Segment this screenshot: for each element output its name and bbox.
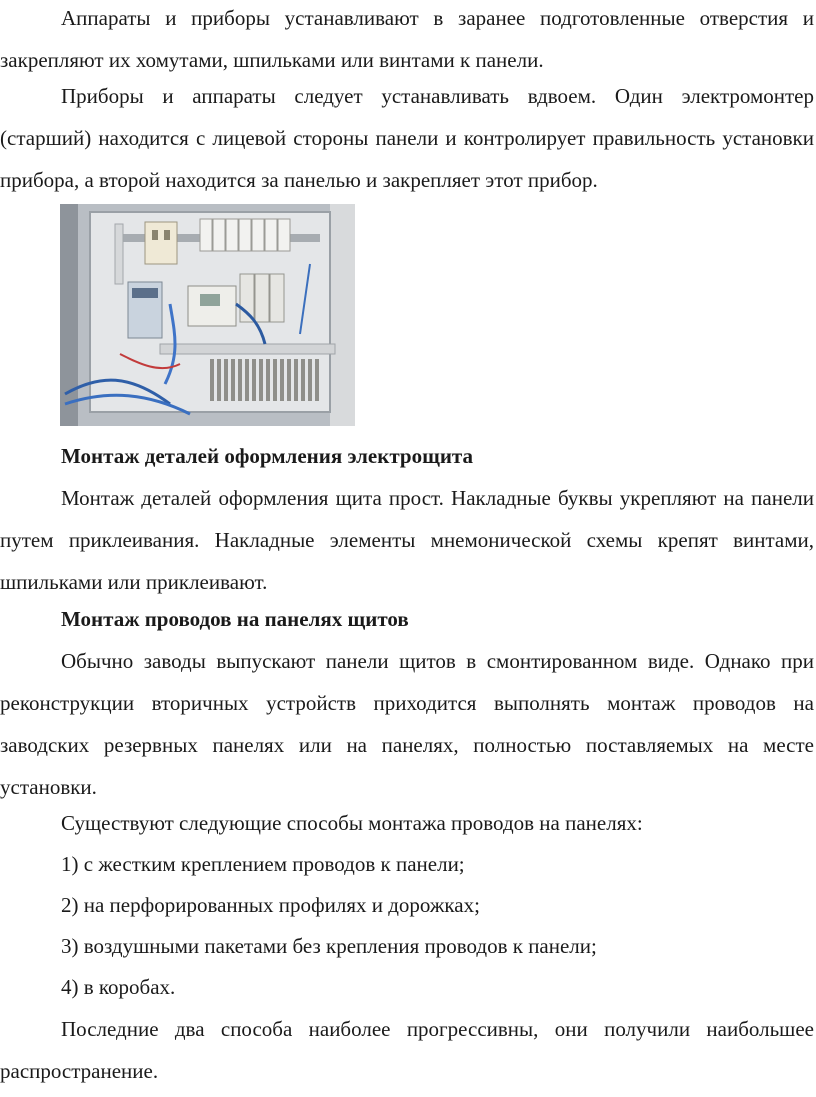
paragraph-wiring-panels: Обычно заводы выпускают панели щитов в смонтированном виде. Однако при реконструкции вторичных устройств приходится выполнять монтаж проводов на заводских резервных панелях или на панелях, полностью поставляемых на месте установки.	[0, 649, 814, 799]
electrical-panel-photo	[60, 204, 355, 426]
list-item: 2) на перфорированных профилях и дорожках;	[61, 893, 480, 917]
paragraph-conclusion: Последние два способа наиболее прогрессивны, они получили наибольшее распространение.	[0, 1017, 814, 1083]
paragraph-installation-procedure: Приборы и аппараты следует устанавливать вдвоем. Один электромонтер (старший) находится с лицевой стороны панели и контролирует правильность установки прибора, а второй находится за панелью и закрепляет этот прибор.	[0, 84, 814, 192]
list-item: 4) в коробах.	[61, 975, 176, 999]
heading-panel-decoration: Монтаж деталей оформления электрощита	[61, 444, 474, 468]
list-item: 1) с жестким креплением проводов к панели;	[61, 852, 465, 876]
paragraph-panel-decoration: Монтаж деталей оформления щита прост. Накладные буквы укрепляют на панели путем приклеивания. Накладные элементы мнемонической схемы крепят винтами, шпильками или приклеивают.	[0, 486, 814, 594]
paragraph-mounting-devices: Аппараты и приборы устанавливают в заранее подготовленные отверстия и закрепляют их хомутами, шпильками или винтами к панели.	[0, 6, 814, 72]
list-item: 3) воздушными пакетами без крепления проводов к панели;	[61, 934, 597, 958]
heading-wiring-panels: Монтаж проводов на панелях щитов	[61, 607, 409, 631]
paragraph-wiring-methods-intro: Существуют следующие способы монтажа проводов на панелях:	[61, 811, 643, 835]
